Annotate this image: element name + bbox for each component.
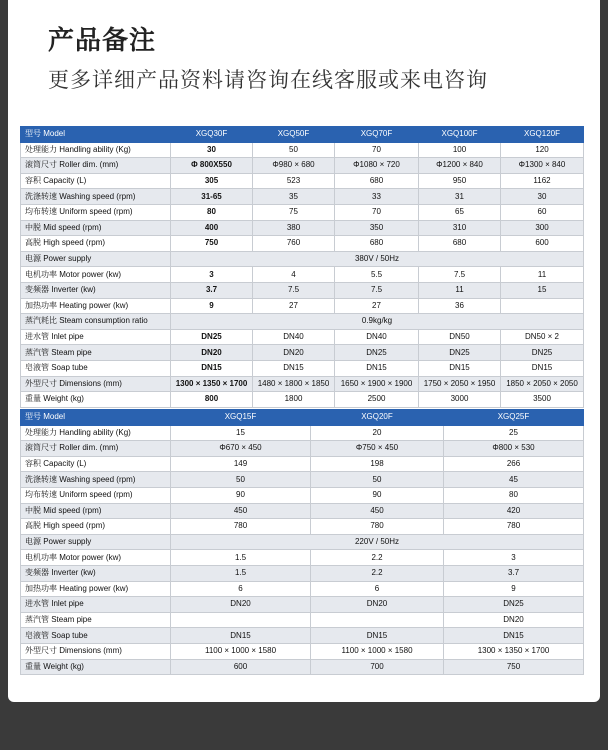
table-cell: 120 [501, 142, 584, 158]
table-row [21, 158, 584, 174]
row-label: 中脱 Mid speed (rpm) [21, 503, 171, 519]
table-cell: DN20 [444, 612, 584, 628]
table-cell: 450 [311, 503, 444, 519]
table-cell: 31-65 [171, 189, 253, 205]
table-row [21, 189, 584, 205]
table-cell: 65 [419, 204, 501, 220]
table-cell: 600 [171, 659, 311, 675]
table-cell: 950 [419, 173, 501, 189]
row-label: 均布转速 Uniform speed (rpm) [21, 487, 171, 503]
page-subtitle: 更多详细产品资料请咨询在线客服或来电咨询 [48, 68, 488, 92]
table-cell: 1300 × 1350 × 1700 [444, 643, 584, 659]
table-cell: DN15 [171, 360, 253, 376]
table-cell: 31 [419, 189, 501, 205]
table-row [21, 643, 584, 659]
table-cell: 780 [311, 519, 444, 535]
table-row [21, 565, 584, 581]
table-cell: 50 [171, 472, 311, 488]
table-cell: 25 [444, 425, 584, 441]
table-cell: 1.5 [171, 565, 311, 581]
row-label: 处理能力 Handling ability (Kg) [21, 425, 171, 441]
table-cell: 90 [311, 487, 444, 503]
table-cell: 9 [171, 298, 253, 314]
table-cell: 15 [171, 425, 311, 441]
row-label: 加热功率 Heating power (kw) [21, 298, 171, 314]
table-cell: 50 [311, 472, 444, 488]
table-cell: 36 [419, 298, 501, 314]
table-cell: 750 [171, 236, 253, 252]
table-cell-merged: 380V / 50Hz [171, 251, 584, 267]
row-label: 进水管 Inlet pipe [21, 329, 171, 345]
table-cell: DN15 [419, 360, 501, 376]
table-cell: 780 [444, 519, 584, 535]
table-cell: DN25 [444, 597, 584, 613]
table-cell: 4 [253, 267, 335, 283]
table-cell: DN40 [335, 329, 419, 345]
table-cell: 70 [335, 142, 419, 158]
table-row [21, 472, 584, 488]
table-cell: 750 [444, 659, 584, 675]
table-cell [311, 612, 444, 628]
table-cell: Φ 800X550 [171, 158, 253, 174]
table-row [21, 628, 584, 644]
table-cell: 75 [253, 204, 335, 220]
table-cell: DN25 [501, 345, 584, 361]
table-cell: 80 [444, 487, 584, 503]
table-cell: DN15 [253, 360, 335, 376]
table-cell: 11 [501, 267, 584, 283]
table-cell: DN25 [335, 345, 419, 361]
row-label: 高脱 High speed (rpm) [21, 236, 171, 252]
table-row [21, 425, 584, 441]
table-cell-merged: 220V / 50Hz [171, 534, 584, 550]
table-row [21, 251, 584, 267]
table-cell: Φ800 × 530 [444, 441, 584, 457]
table-row [21, 392, 584, 408]
column-header-model: XGQ120F [501, 127, 584, 143]
row-label: 蒸汽管 Steam pipe [21, 612, 171, 628]
table-row [21, 487, 584, 503]
table-row [21, 345, 584, 361]
row-label: 中脱 Mid speed (rpm) [21, 220, 171, 236]
row-label: 电源 Power supply [21, 251, 171, 267]
table-cell: 3 [444, 550, 584, 566]
table-cell: DN20 [253, 345, 335, 361]
row-label: 重量 Weight (kg) [21, 392, 171, 408]
table-row [21, 204, 584, 220]
table-cell: DN25 [171, 329, 253, 345]
table-cell: 1480 × 1800 × 1850 [253, 376, 335, 392]
row-label: 滚筒尺寸 Roller dim. (mm) [21, 441, 171, 457]
table-cell: 80 [171, 204, 253, 220]
table-cell: 1300 × 1350 × 1700 [171, 376, 253, 392]
column-header-model: XGQ100F [419, 127, 501, 143]
table-cell: 450 [171, 503, 311, 519]
column-header-model: XGQ70F [335, 127, 419, 143]
table-cell: 20 [311, 425, 444, 441]
table-cell: 100 [419, 142, 501, 158]
table-cell: 3500 [501, 392, 584, 408]
row-label: 处理能力 Handling ability (Kg) [21, 142, 171, 158]
table-cell: 780 [171, 519, 311, 535]
table-cell: 305 [171, 173, 253, 189]
row-label: 变频器 Inverter (kw) [21, 565, 171, 581]
table-cell: 800 [171, 392, 253, 408]
row-label: 高脱 High speed (rpm) [21, 519, 171, 535]
table-row [21, 597, 584, 613]
table-cell: 680 [335, 173, 419, 189]
column-header-model: XGQ50F [253, 127, 335, 143]
table-cell: 50 [253, 142, 335, 158]
table-cell: 11 [419, 282, 501, 298]
table-cell: 149 [171, 456, 311, 472]
table-row [21, 236, 584, 252]
table-cell: 310 [419, 220, 501, 236]
table-cell: 680 [419, 236, 501, 252]
table-row [21, 581, 584, 597]
table-header-row [21, 127, 584, 143]
table-row [21, 456, 584, 472]
row-label: 容积 Capacity (L) [21, 456, 171, 472]
table-cell: 1800 [253, 392, 335, 408]
table-cell: 523 [253, 173, 335, 189]
table-row [21, 534, 584, 550]
table-cell: Φ1080 × 720 [335, 158, 419, 174]
row-label: 洗涤转速 Washing speed (rpm) [21, 189, 171, 205]
table-cell: DN50 [419, 329, 501, 345]
table-cell: 2.2 [311, 550, 444, 566]
table-cell: 2.2 [311, 565, 444, 581]
table-cell: 1.5 [171, 550, 311, 566]
table-cell: DN15 [501, 360, 584, 376]
table-cell: 27 [335, 298, 419, 314]
table-cell: 27 [253, 298, 335, 314]
table-cell: 400 [171, 220, 253, 236]
table-cell: 1162 [501, 173, 584, 189]
row-label: 洗涤转速 Washing speed (rpm) [21, 472, 171, 488]
table-row [21, 503, 584, 519]
row-label: 皂液管 Soap tube [21, 628, 171, 644]
table-row [21, 441, 584, 457]
row-label: 进水管 Inlet pipe [21, 597, 171, 613]
row-label: 容积 Capacity (L) [21, 173, 171, 189]
table-cell: DN20 [171, 345, 253, 361]
table-cell: Φ980 × 680 [253, 158, 335, 174]
table-cell: 1650 × 1900 × 1900 [335, 376, 419, 392]
row-label: 电机功率 Motor power (kw) [21, 550, 171, 566]
column-header-label: 型号 Model [21, 410, 171, 426]
table-cell: Φ750 × 450 [311, 441, 444, 457]
table-cell [501, 298, 584, 314]
table-cell: 1850 × 2050 × 2050 [501, 376, 584, 392]
table-row [21, 267, 584, 283]
table-cell: DN25 [419, 345, 501, 361]
table-cell: 7.5 [419, 267, 501, 283]
table-row [21, 519, 584, 535]
table-cell: 1750 × 2050 × 1950 [419, 376, 501, 392]
table-cell: 680 [335, 236, 419, 252]
row-label: 蒸汽耗比 Steam consumption ratio [21, 314, 171, 330]
page-title: 产品备注 [48, 26, 157, 56]
column-header-model: XGQ20F [311, 410, 444, 426]
table-cell: Φ1200 × 840 [419, 158, 501, 174]
row-label: 外型尺寸 Dimensions (mm) [21, 376, 171, 392]
table-cell: 90 [171, 487, 311, 503]
table-cell: DN15 [171, 628, 311, 644]
table-row [21, 314, 584, 330]
table-cell: 2500 [335, 392, 419, 408]
table-cell: 3.7 [171, 282, 253, 298]
table-cell: 3 [171, 267, 253, 283]
table-row [21, 612, 584, 628]
table-cell: 198 [311, 456, 444, 472]
table-cell: 7.5 [253, 282, 335, 298]
table-cell: 70 [335, 204, 419, 220]
row-label: 均布转速 Uniform speed (rpm) [21, 204, 171, 220]
table-cell: 35 [253, 189, 335, 205]
table-cell: 6 [311, 581, 444, 597]
row-label: 电源 Power supply [21, 534, 171, 550]
row-label: 外型尺寸 Dimensions (mm) [21, 643, 171, 659]
row-label: 电机功率 Motor power (kw) [21, 267, 171, 283]
table-row [21, 282, 584, 298]
table-cell: 700 [311, 659, 444, 675]
table-cell: 266 [444, 456, 584, 472]
table-cell: DN15 [444, 628, 584, 644]
table-header-row [21, 410, 584, 426]
table-cell: 600 [501, 236, 584, 252]
table-cell: 33 [335, 189, 419, 205]
table-cell: 380 [253, 220, 335, 236]
table-cell: 5.5 [335, 267, 419, 283]
table-row [21, 360, 584, 376]
table-row [21, 173, 584, 189]
table-row [21, 659, 584, 675]
column-header-label: 型号 Model [21, 127, 171, 143]
table-cell: DN20 [171, 597, 311, 613]
table-cell: Φ1300 × 840 [501, 158, 584, 174]
table-cell: DN50 × 2 [501, 329, 584, 345]
table-cell-merged: 0.9kg/kg [171, 314, 584, 330]
table-cell: 3000 [419, 392, 501, 408]
table-row [21, 376, 584, 392]
row-label: 重量 Weight (kg) [21, 659, 171, 675]
table-cell: 3.7 [444, 565, 584, 581]
table-cell: 350 [335, 220, 419, 236]
table-cell: 1100 × 1000 × 1580 [171, 643, 311, 659]
table-row [21, 220, 584, 236]
table-cell: DN15 [311, 628, 444, 644]
table-row [21, 142, 584, 158]
table-cell: 760 [253, 236, 335, 252]
table-cell: DN40 [253, 329, 335, 345]
row-label: 加热功率 Heating power (kw) [21, 581, 171, 597]
table-cell [171, 612, 311, 628]
table-cell: 7.5 [335, 282, 419, 298]
table-cell: 300 [501, 220, 584, 236]
table-cell: DN20 [311, 597, 444, 613]
table-cell: Φ670 × 450 [171, 441, 311, 457]
row-label: 蒸汽管 Steam pipe [21, 345, 171, 361]
spec-table-large-models [20, 126, 584, 408]
table-cell: 30 [501, 189, 584, 205]
row-label: 变频器 Inverter (kw) [21, 282, 171, 298]
table-row [21, 329, 584, 345]
table-cell: 6 [171, 581, 311, 597]
table-row [21, 298, 584, 314]
spec-table-small-models [20, 409, 584, 675]
table-cell: 60 [501, 204, 584, 220]
table-cell: 9 [444, 581, 584, 597]
table-cell: DN15 [335, 360, 419, 376]
table-cell: 15 [501, 282, 584, 298]
row-label: 滚筒尺寸 Roller dim. (mm) [21, 158, 171, 174]
column-header-model: XGQ25F [444, 410, 584, 426]
table-cell: 45 [444, 472, 584, 488]
column-header-model: XGQ15F [171, 410, 311, 426]
table-cell: 1100 × 1000 × 1580 [311, 643, 444, 659]
table-row [21, 550, 584, 566]
column-header-model: XGQ30F [171, 127, 253, 143]
table-cell: 30 [171, 142, 253, 158]
table-cell: 420 [444, 503, 584, 519]
row-label: 皂液管 Soap tube [21, 360, 171, 376]
